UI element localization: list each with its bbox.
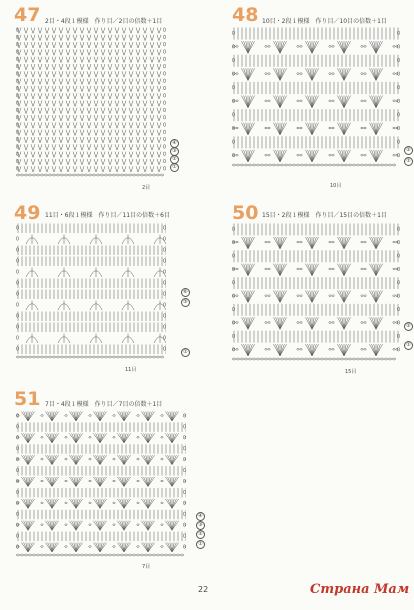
page-number: 22 — [198, 585, 209, 594]
crochet-chart-48 — [232, 26, 400, 168]
watermark-logo: Страна Мам — [310, 582, 410, 597]
crochet-chart-49 — [16, 222, 166, 360]
crochet-chart-47 — [16, 26, 166, 178]
row-marker-51-1: ① — [196, 540, 205, 549]
pattern-number-48: 48 — [232, 4, 259, 26]
row-marker-50-2: ② — [404, 322, 413, 331]
pattern-header-51: 7目・4段１模様 作り目／7目の倍数＋1目 — [45, 401, 163, 408]
row-marker-49-6: ⑥ — [181, 288, 190, 297]
repeat-label-47: 2目 — [142, 185, 151, 191]
row-marker-47-1: ① — [170, 163, 179, 172]
repeat-label-50: 15目 — [345, 369, 357, 375]
crochet-chart-51 — [16, 410, 186, 558]
row-marker-47-2: ② — [170, 155, 179, 164]
repeat-label-48: 10目 — [330, 183, 342, 189]
row-marker-51-2: ② — [196, 530, 205, 539]
row-marker-47-3: ③ — [170, 147, 179, 156]
row-marker-47-4: ④ — [170, 139, 179, 148]
pattern-number-47: 47 — [14, 4, 41, 26]
pattern-number-50: 50 — [232, 202, 259, 224]
row-marker-51-4: ④ — [196, 512, 205, 521]
pattern-number-49: 49 — [14, 202, 41, 224]
row-marker-48-1: ① — [404, 157, 413, 166]
row-marker-49-1: ① — [181, 348, 190, 357]
row-marker-50-1: ① — [404, 341, 413, 350]
pattern-header-47: 2目・4段１模様 作り目／2目の倍数＋1目 — [45, 18, 163, 25]
pattern-header-50: 15目・2段１模様 作り目／15目の倍数＋1目 — [262, 212, 387, 219]
pattern-header-48: 10目・2段１模様 作り目／10目の倍数＋1目 — [262, 18, 387, 25]
pattern-number-51: 51 — [14, 388, 41, 410]
row-marker-49-5: ⑤ — [181, 298, 190, 307]
crochet-chart-50 — [232, 222, 400, 362]
repeat-label-49: 11目 — [125, 367, 137, 373]
pattern-header-49: 11目・6段１模様 作り目／11目の倍数＋6目 — [45, 212, 170, 219]
row-marker-48-2: ② — [404, 146, 413, 155]
row-marker-51-3: ③ — [196, 521, 205, 530]
repeat-label-51: 7目 — [142, 564, 151, 570]
